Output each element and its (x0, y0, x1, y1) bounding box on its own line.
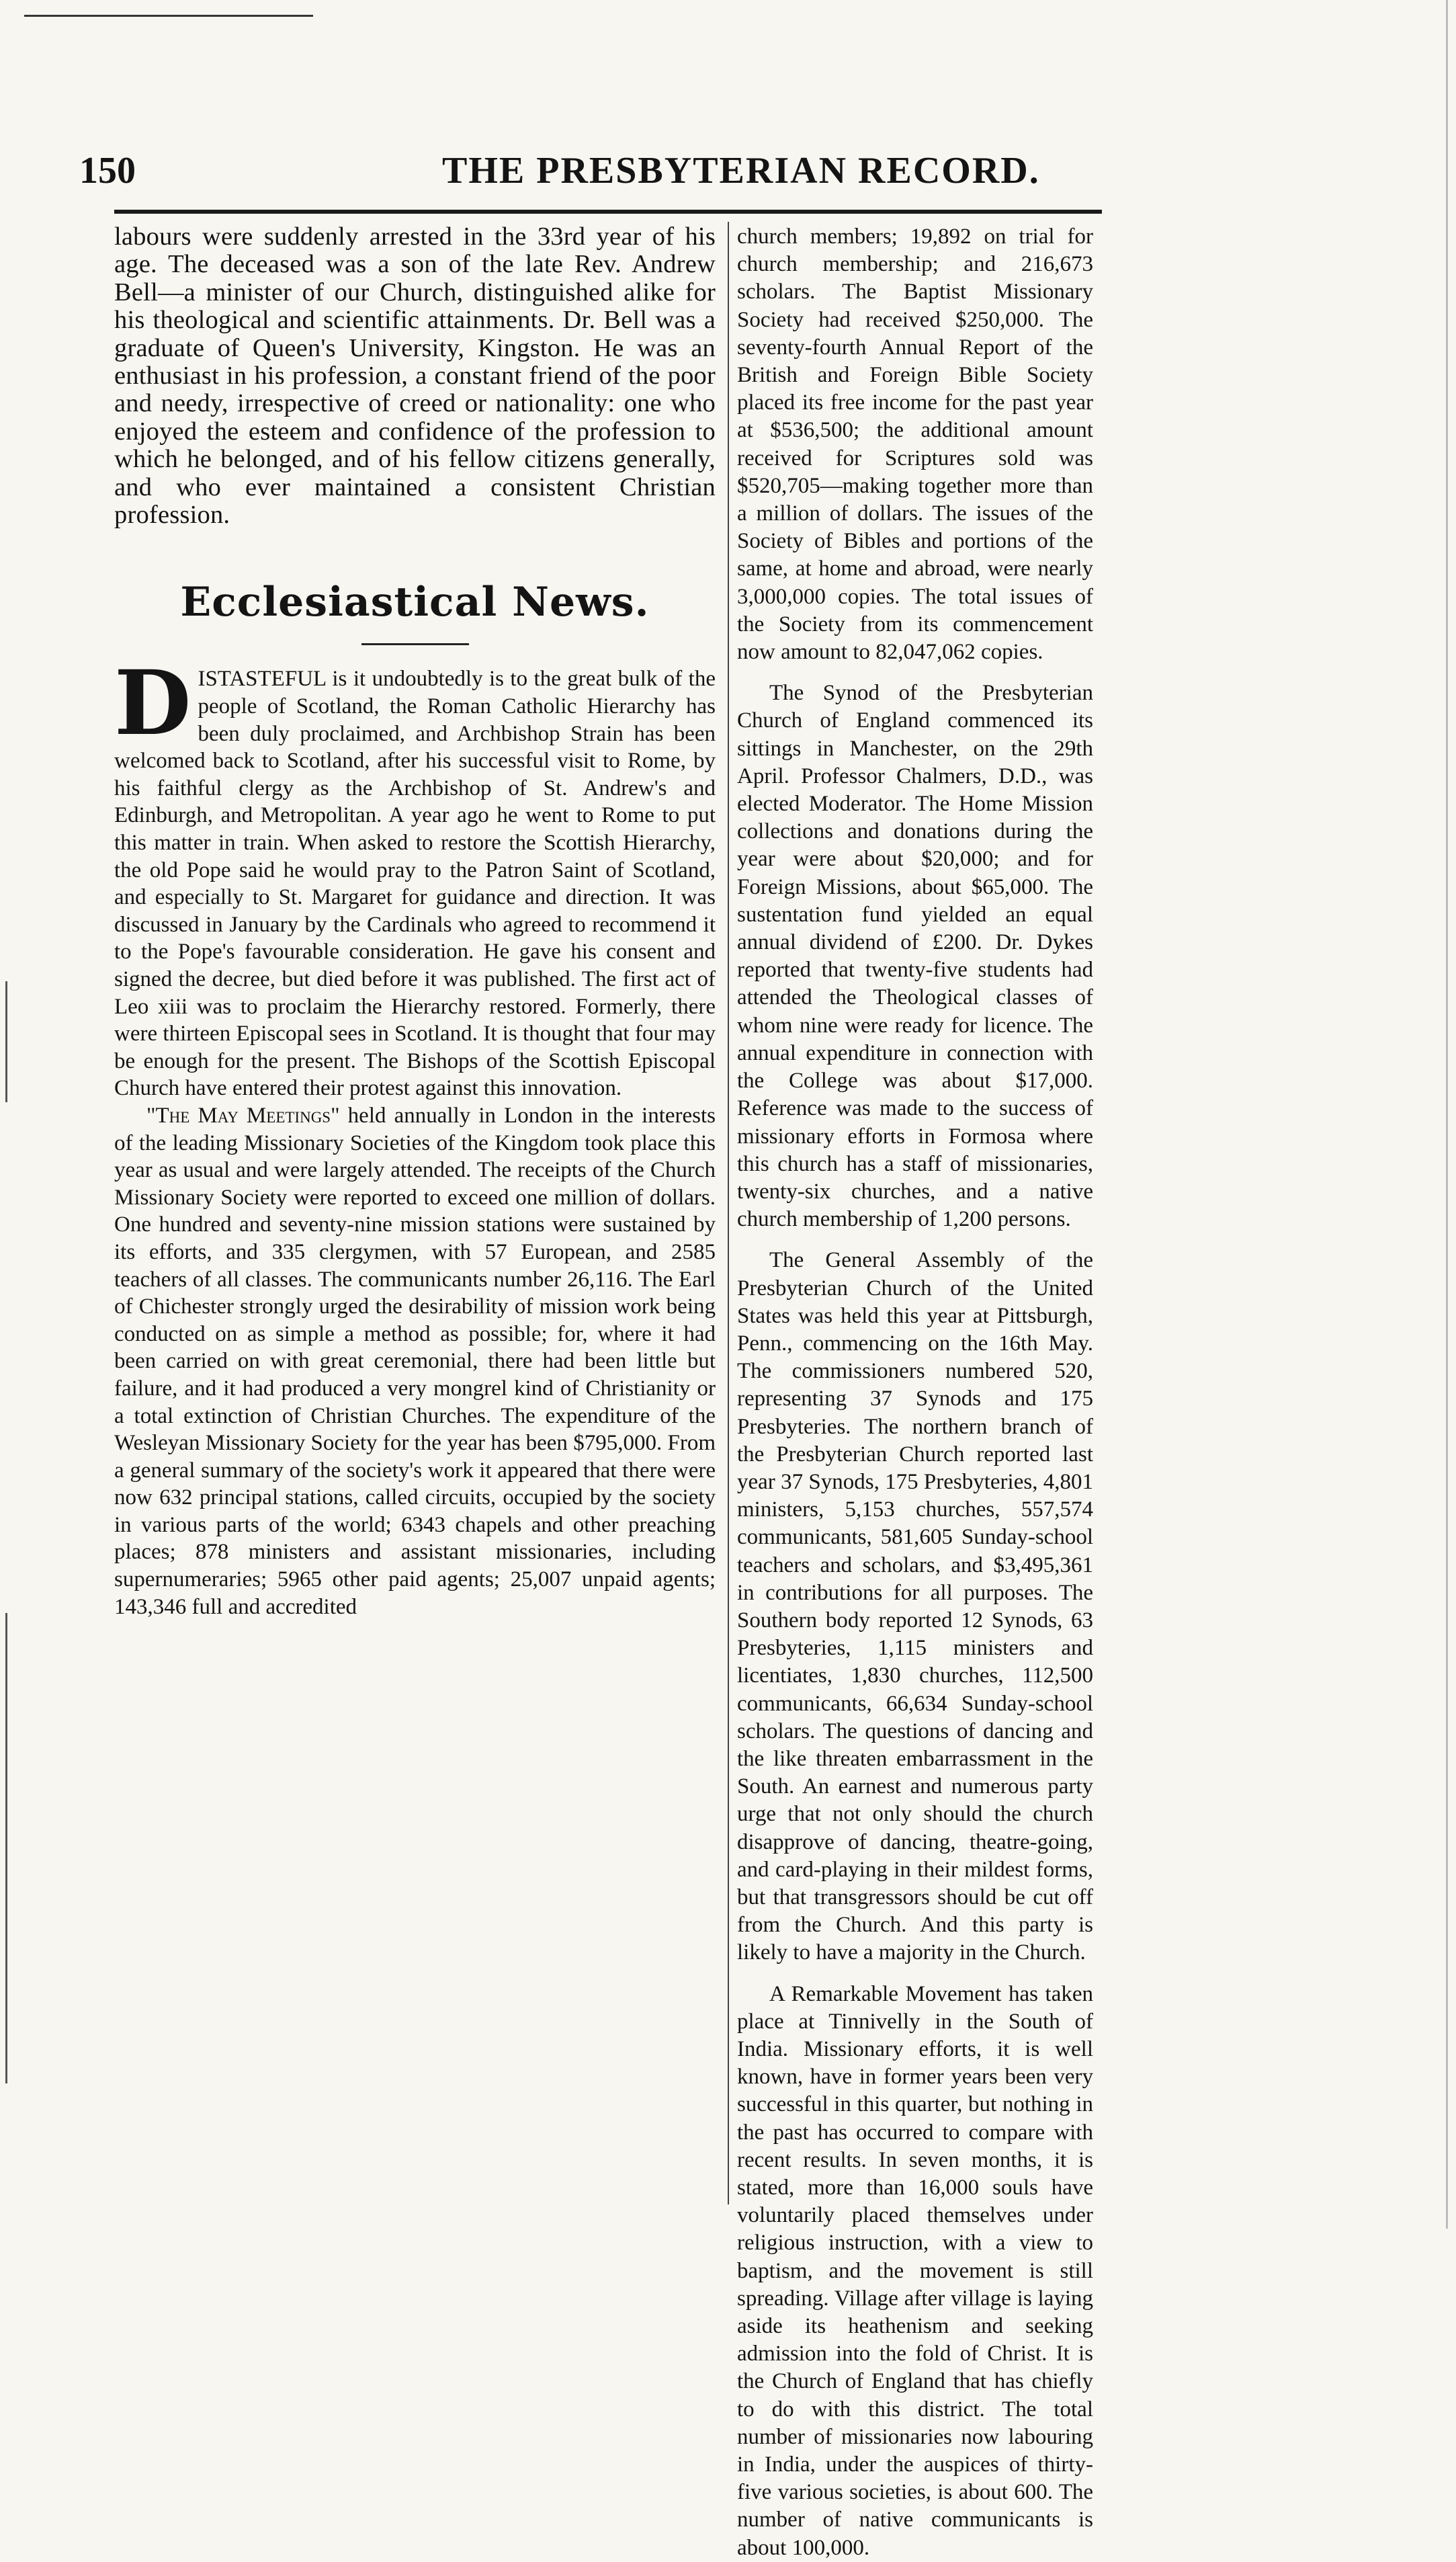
top-rule (24, 15, 313, 17)
article-paragraph (114, 1102, 716, 1620)
heading-rule (361, 643, 469, 645)
article-paragraph (114, 651, 716, 1102)
obituary-paragraph: labours were suddenly arrested in the 33rd year of his age. The deceased was a son of the late Rev. Andrew Bell—a minister of our Church, distinguished alike for his theological and scientific attainments. Dr. Bell was a graduate of Queen's University, Kingston. He was an enthusiast in his profession, a constant friend of the poor and needy, irrespective of creed or nationality: one who enjoyed the esteem and confidence of the profession to which he belonged, and of his fellow citizens generally, and who ever maintained a consistent Christian profession. (114, 222, 716, 530)
header-rule (114, 210, 1102, 214)
article-paragraph: church members; 19,892 on trial for church membership; and 216,673 scholars. The Baptist Missionary Society had received $250,000. The seventy-fourth Annual Report of the British and Foreign Bible Society placed its free income for the past year at $536,500; the additional amount received for Scriptures sold was $520,705—making together more than a million of dollars. The issues of the Society of Bibles and portions of the same, at home and abroad, were nearly 3,000,000 copies. The total issues of the Society from its commencement now amount to 82,047,062 copies. (737, 224, 1093, 665)
article-paragraph: A Remarkable Movement has taken place at Tinnivelly in the South of India. Missionary efforts, it is well known, have in former years been very successful in this quarter, but nothing in the past has occurred to compare with recent results. In seven months, it is stated, more than 16,000 souls have voluntarily placed themselves under religious instruction, with a view to baptism, and the movement is still spreading. Village after village is laying aside its heathenism and seeking admission into the fold of Christ. It is the Church of England that has chiefly to do with this district. The total number of missionaries now labouring in India, under the auspices of thirty-five various societies, is about 600. The number of native communicants is about 100,000. (737, 1981, 1093, 2560)
right-margin-line (1446, 0, 1448, 2229)
article-paragraph: The General Assembly of the Presbyterian Church of the United States was held this year at Pittsburgh, Penn., commencing on the 16th May. The commissioners numbered 520, representing 37 Synods and 175 Presbyteries. The northern branch of the Presbyterian Church reported last year 37 Synods, 175 Presbyteries, 4,801 ministers, 5,153 churches, 557,574 communicants, 581,605 Sunday-school teachers and scholars, and $3,495,361 in contributions for all purposes. The Southern body reported 12 Synods, 63 Presbyteries, 1,115 ministers and licentiates, 1,830 churches, 112,500 communicants, 66,634 Sunday-school scholars. The questions of dancing and the like threaten embarrassment in the South. An earnest and numerous party urge that not only should the church disapprove of dancing, theatre-going, and card-playing in their mildest forms, but that transgressors should be cut off from the Church. And this party is likely to have a majority in the Church. (737, 1248, 1093, 1965)
paragraph-lead: "The May Meetings (146, 1103, 331, 1128)
right-column (737, 223, 1093, 2562)
page-number: 150 (79, 150, 136, 192)
article-text: ISTASTEFUL is it undoubtedly is to the great bulk of the people of Scotland, the Roman Catholic Hierarchy has been duly proclaimed, and Archbishop Strain has been welcomed back to Scotland, after his successful visit to Rome, by his faithful clergy as the Archbishop of St. Andrew's and Edinburgh, and Metropolitan. A year ago he went to Rome to put this matter in train. When asked to restore the Scottish Hierarchy, the old Pope said he would pray to the Patron Saint of Scotland, and especially to St. Margaret for guidance and direction. It was discussed in January by the Cardinals who agreed to recommend it to the Pope's favourable consideration. He gave his consent and signed the decree, but died before it was published. The first act of Leo xiii was to proclaim the Hierarchy restored. Formerly, there were thirteen Episcopal sees in Scotland. It is thought that four may be enough for the present. The Bishops of the Scottish Episcopal Church have entered their protest against this innovation. (114, 667, 716, 1101)
page-header (79, 149, 1054, 203)
column-divider (728, 222, 729, 2204)
section-heading: Ecclesiastical News. (180, 579, 650, 626)
left-edge-mark (5, 981, 7, 1102)
left-column (114, 223, 716, 1620)
running-title: THE PRESBYTERIAN RECORD. (442, 150, 1040, 192)
article-text: " held annually in London in the interests of the leading Missionary Societies of the Kingdom took place this year as usual and were largely attended. The receipts of the Church Missionary Society were reported to exceed one million of dollars. One hundred and seventy-nine mission stations were sustained by its efforts, and 335 clergymen, with 57 European, and 2585 teachers of all classes. The communicants number 26,116. The Earl of Chichester strongly urged the desirability of mission work being conducted on as simple a method as possible; for, where it had been carried on with great ceremonial, there had been little but failure, and it had produced a very mongrel kind of Christianity or a total extinction of Christian Churches. The expenditure of the Wesleyan Missionary Society for the year has been $795,000. From a general summary of the society's work it appeared that there were now 632 principal stations, called circuits, occupied by the society in various parts of the world; 6343 chapels and other preaching places; 878 ministers and assistant missionaries, including supernumeraries; 5965 other paid agents; 25,007 unpaid agents; 143,346 full and accredited (114, 1103, 716, 1619)
article-paragraph: The Synod of the Presbyterian Church of England commenced its sittings in Manchester, on the 29th April. Professor Chalmers, D.D., was elected Moderator. The Home Mission collections and donations during the year were about $20,000; and for Foreign Missions, about $65,000. The sustentation fund yielded an equal annual dividend of £200. Dr. Dykes reported that twenty-five students had attended the Theological classes of whom nine were ready for licence. The annual expenditure in connection with the College was about $17,000. Reference was made to the success of missionary efforts in Formosa where this church has a staff of missionaries, twenty-six churches, and a native church membership of 1,200 persons. (737, 681, 1093, 1232)
left-edge-mark (5, 1613, 7, 2083)
drop-cap: D (114, 651, 191, 756)
